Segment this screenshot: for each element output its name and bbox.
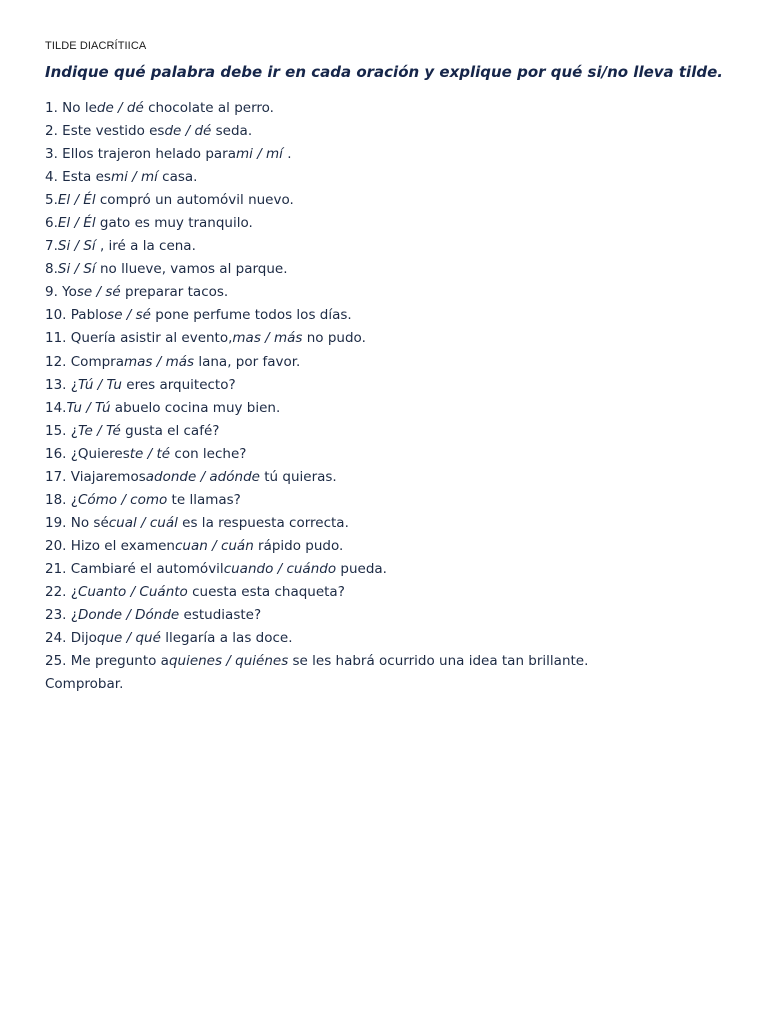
exercise-text-before: 13. ¿ (45, 376, 78, 393)
exercise-options: Tu / Tú (66, 399, 111, 416)
exercise-text-after: no llueve, vamos al parque. (95, 261, 288, 278)
exercise-text-before: 3. Ellos trajeron helado para (45, 146, 236, 163)
exercise-text-before: 25. Me pregunto a (45, 653, 169, 670)
exercise-options: mi / mí (110, 169, 158, 186)
check-answers-button[interactable]: Comprobar. (45, 676, 124, 693)
exercise-text-before: 17. Viajaremos (45, 468, 146, 485)
exercise-text-before: 2. Este vestido es (45, 123, 165, 140)
exercise-options: Donde / Dónde (77, 607, 180, 624)
exercise-options: Si / Sí (57, 261, 96, 278)
exercise-item (45, 627, 735, 650)
exercise-text-before: 20. Hizo el examen (45, 537, 175, 554)
exercise-item (45, 189, 735, 212)
exercise-text-after: compró un automóvil nuevo. (95, 192, 294, 209)
exercise-item (45, 97, 735, 120)
exercise-options: te / té (129, 445, 171, 462)
exercise-text-before: 8. (45, 261, 58, 278)
exercise-options: cual / cuál (108, 514, 178, 531)
exercise-text-after: pueda. (336, 560, 387, 577)
exercise-options: adonde / adónde (145, 468, 260, 485)
exercise-item (45, 535, 735, 558)
exercise-text-before: 12. Compra (45, 353, 124, 370)
exercise-options: se / sé (76, 284, 121, 301)
exercise-item (45, 258, 735, 281)
exercise-text-before: 16. ¿Quieres (45, 445, 130, 462)
exercise-options: Cuanto / Cuánto (77, 583, 188, 600)
exercise-text-before: 11. Quería asistir al evento, (45, 330, 233, 347)
exercise-item (45, 304, 735, 327)
exercise-item (45, 397, 735, 420)
exercise-text-after: . (282, 146, 292, 163)
exercise-text-after: gato es muy tranquilo. (95, 215, 253, 232)
exercise-text-after: abuelo cocina muy bien. (110, 399, 281, 416)
exercise-item (45, 120, 735, 143)
exercise-text-after: con leche? (170, 445, 247, 462)
exercise-item (45, 466, 735, 489)
exercise-text-before: 23. ¿ (45, 607, 78, 624)
exercise-options: mi / mí (236, 146, 283, 163)
document-title: TILDE DIACRÍTIICA (45, 40, 147, 52)
exercise-options: de / dé (164, 123, 212, 140)
exercise-options: mas / más (232, 330, 303, 347)
exercise-item (45, 604, 735, 627)
exercise-options: El / Él (57, 215, 96, 232)
exercise-text-after: , iré a la cena. (95, 238, 196, 255)
exercise-text-after: rápido pudo. (253, 537, 344, 554)
exercise-text-after: gusta el café? (120, 422, 220, 439)
exercise-text-after: eres arquitecto? (121, 376, 236, 393)
exercise-text-after: te llamas? (167, 491, 241, 508)
exercise-item (45, 650, 735, 673)
exercise-text-before: 21. Cambiaré el automóvil (45, 560, 224, 577)
exercise-text-before: 6. (45, 215, 58, 232)
exercise-item (45, 443, 735, 466)
exercise-item (45, 374, 735, 397)
exercise-options: Cómo / como (77, 491, 168, 508)
exercise-options: cuan / cuán (175, 537, 254, 554)
exercise-text-before: 15. ¿ (45, 422, 78, 439)
exercise-text-after: seda. (211, 123, 253, 140)
exercise-text-before: 24. Dijo (45, 630, 97, 647)
exercise-text-after: chocolate al perro. (143, 100, 274, 116)
exercise-text-after: se les habrá ocurrido una idea tan brillante. (288, 653, 589, 670)
exercise-item (45, 235, 735, 258)
exercise-text-before: 7. (45, 238, 58, 255)
exercise-options: se / sé (107, 307, 151, 324)
exercise-item (45, 327, 735, 350)
exercise-item (45, 166, 735, 189)
worksheet-page (45, 40, 735, 696)
exercise-text-before: 19. No sé (45, 514, 109, 531)
exercise-options: mas / más (124, 353, 195, 370)
exercise-options: El / Él (57, 192, 96, 209)
exercise-text-after: tú quieras. (259, 468, 337, 485)
exercise-item (45, 281, 735, 304)
exercise-options: quienes / quiénes (168, 653, 289, 670)
exercise-text-after: casa. (157, 169, 198, 186)
exercise-item (45, 212, 735, 235)
exercise-item (45, 420, 735, 443)
exercise-item (45, 143, 735, 166)
exercise-item (45, 351, 735, 374)
exercise-list (45, 97, 735, 673)
exercise-text-before: 18. ¿ (45, 491, 78, 508)
exercise-text-before: 10. Pablo (45, 307, 108, 324)
exercise-text-after: preparar tacos. (120, 284, 229, 301)
exercise-options: Si / Sí (57, 238, 96, 255)
exercise-text-before: 5. (45, 192, 58, 209)
exercise-options: cuando / cuándo (223, 560, 337, 577)
instructions-heading: Indique qué palabra debe ir en cada oración y explique por qué si/no lleva tilde. (45, 63, 723, 81)
exercise-text-after: llegaría a las doce. (160, 630, 293, 647)
exercise-options: Tú / Tu (77, 376, 122, 393)
exercise-text-after: lana, por favor. (194, 353, 301, 370)
exercise-text-before: 22. ¿ (45, 583, 78, 600)
exercise-text-before: 14. (45, 399, 67, 416)
exercise-text-before: 9. Yo (45, 284, 77, 301)
exercise-text-before: 4. Esta es (45, 169, 111, 186)
exercise-item (45, 581, 735, 604)
exercise-text-after: cuesta esta chaqueta? (187, 583, 345, 600)
exercise-options: que / qué (96, 630, 161, 647)
exercise-text-before: 1. No le (45, 100, 97, 116)
exercise-text-after: no pudo. (302, 330, 366, 347)
exercise-text-after: estudiaste? (179, 607, 262, 624)
exercise-item (45, 489, 735, 512)
exercise-text-after: es la respuesta correcta. (177, 514, 349, 531)
exercise-item (45, 558, 735, 581)
exercise-options: Te / Té (77, 422, 121, 439)
exercise-item (45, 512, 735, 535)
exercise-options: de / dé (96, 100, 144, 116)
exercise-text-after: pone perfume todos los días. (150, 307, 352, 324)
